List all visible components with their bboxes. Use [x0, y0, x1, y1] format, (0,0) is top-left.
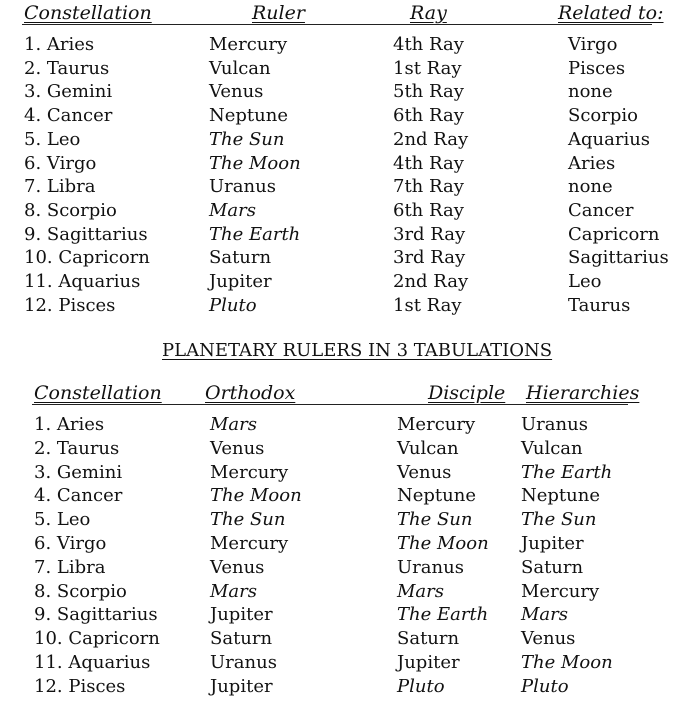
orthodox-cell: Jupiter: [210, 675, 273, 697]
hierarchies-cell: Saturn: [521, 556, 584, 578]
t2-header-orthodox: Orthodox: [205, 382, 296, 404]
ray-cell: 5th Ray: [393, 81, 464, 103]
constellation-cell: 8. Scorpio: [24, 199, 117, 221]
related-cell: Sagittarius: [568, 247, 669, 269]
t1-header-related: Related to:: [558, 2, 664, 24]
orthodox-cell: Mercury: [210, 533, 289, 554]
constellation-cell: 4. Cancer: [24, 105, 113, 127]
disciple-cell: Neptune: [397, 485, 476, 507]
related-cell: none: [568, 81, 613, 103]
constellation-cell: 12. Pisces: [34, 675, 126, 697]
related-cell: Aquarius: [568, 128, 651, 150]
related-cell: Scorpio: [568, 105, 638, 127]
constellation-cell: 11. Aquarius: [24, 271, 141, 292]
t2-header-constellation: Constellation: [34, 382, 162, 404]
t1-header-constellation: Constellation: [24, 2, 152, 24]
hierarchies-cell: Uranus: [521, 414, 588, 435]
orthodox-cell: Mars: [210, 580, 258, 602]
hierarchies-cell: The Earth: [521, 461, 613, 483]
ray-cell: 7th Ray: [393, 176, 464, 198]
t1-header-ruler: Ruler: [252, 2, 305, 24]
constellation-cell: 7. Libra: [34, 556, 106, 578]
orthodox-cell: Mercury: [210, 461, 289, 483]
disciple-cell: The Sun: [397, 509, 473, 531]
hierarchies-cell: Venus: [521, 628, 576, 650]
orthodox-cell: Uranus: [210, 652, 277, 673]
related-cell: Aries: [568, 152, 616, 174]
constellation-cell: 8. Scorpio: [34, 580, 127, 602]
ray-cell: 1st Ray: [393, 57, 462, 79]
ray-cell: 2nd Ray: [393, 271, 469, 292]
constellation-cell: 5. Leo: [24, 128, 81, 150]
disciple-cell: Saturn: [397, 628, 460, 650]
related-cell: Pisces: [568, 57, 626, 79]
disciple-cell: Vulcan: [397, 437, 459, 459]
orthodox-cell: Saturn: [210, 628, 273, 650]
disciple-cell: Venus: [397, 461, 452, 483]
ruler-cell: Mercury: [209, 34, 288, 55]
ruler-cell: The Sun: [209, 128, 285, 150]
disciple-cell: The Moon: [397, 533, 489, 554]
constellation-cell: 2. Taurus: [34, 437, 120, 459]
hierarchies-cell: Mercury: [521, 580, 600, 602]
constellation-cell: 5. Leo: [34, 509, 91, 531]
ray-cell: 6th Ray: [393, 199, 464, 221]
ruler-cell: Jupiter: [209, 271, 272, 292]
hierarchies-cell: The Moon: [521, 652, 613, 673]
constellation-cell: 10. Capricorn: [24, 247, 150, 269]
constellation-cell: 7. Libra: [24, 176, 96, 198]
ray-cell: 6th Ray: [393, 105, 464, 127]
ruler-cell: The Moon: [209, 152, 301, 174]
constellation-cell: 10. Capricorn: [34, 628, 160, 650]
disciple-cell: Pluto: [397, 675, 445, 697]
ruler-cell: Pluto: [209, 294, 257, 316]
constellation-cell: 9. Sagittarius: [34, 604, 158, 626]
section-title: PLANETARY RULERS IN 3 TABULATIONS: [162, 340, 553, 361]
ray-cell: 1st Ray: [393, 294, 462, 316]
ruler-cell: Neptune: [209, 105, 288, 127]
related-cell: none: [568, 176, 613, 198]
t1-header-ray: Ray: [410, 2, 447, 24]
constellation-cell: 9. Sagittarius: [24, 223, 148, 245]
ruler-cell: Vulcan: [209, 57, 271, 79]
t2-header-rule: [32, 404, 628, 405]
ruler-cell: Mars: [209, 199, 257, 221]
related-cell: Virgo: [568, 34, 618, 55]
constellation-cell: 1. Aries: [24, 34, 95, 55]
disciple-cell: Mars: [397, 580, 445, 602]
hierarchies-cell: Mars: [521, 604, 569, 626]
constellation-cell: 3. Gemini: [34, 461, 123, 483]
ruler-cell: The Earth: [209, 223, 301, 245]
constellation-cell: 11. Aquarius: [34, 652, 151, 673]
constellation-cell: 3. Gemini: [24, 81, 113, 103]
ray-cell: 3rd Ray: [393, 223, 466, 245]
orthodox-cell: Mars: [210, 414, 258, 435]
hierarchies-cell: Jupiter: [521, 533, 584, 554]
ray-cell: 2nd Ray: [393, 128, 469, 150]
ruler-cell: Uranus: [209, 176, 276, 198]
hierarchies-cell: Vulcan: [521, 437, 583, 459]
ray-cell: 4th Ray: [393, 34, 464, 55]
constellation-cell: 6. Virgo: [24, 152, 97, 174]
disciple-cell: The Earth: [397, 604, 489, 626]
hierarchies-cell: Pluto: [521, 675, 569, 697]
constellation-cell: 4. Cancer: [34, 485, 123, 507]
orthodox-cell: Venus: [210, 556, 265, 578]
disciple-cell: Mercury: [397, 414, 476, 435]
ruler-cell: Saturn: [209, 247, 272, 269]
hierarchies-cell: Neptune: [521, 485, 600, 507]
t2-header-hierarchies: Hierarchies: [526, 382, 640, 404]
t1-header-rule: [22, 24, 652, 25]
hierarchies-cell: The Sun: [521, 509, 597, 531]
orthodox-cell: The Sun: [210, 509, 286, 531]
disciple-cell: Jupiter: [397, 652, 460, 673]
ruler-cell: Venus: [209, 81, 264, 103]
constellation-cell: 12. Pisces: [24, 294, 116, 316]
related-cell: Capricorn: [568, 223, 660, 245]
t2-header-disciple: Disciple: [428, 382, 506, 404]
ray-cell: 4th Ray: [393, 152, 464, 174]
related-cell: Taurus: [568, 294, 631, 316]
constellation-cell: 2. Taurus: [24, 57, 110, 79]
ray-cell: 3rd Ray: [393, 247, 466, 269]
related-cell: Cancer: [568, 199, 634, 221]
orthodox-cell: Venus: [210, 437, 265, 459]
orthodox-cell: Jupiter: [210, 604, 273, 626]
constellation-cell: 6. Virgo: [34, 533, 107, 554]
related-cell: Leo: [568, 271, 602, 292]
constellation-cell: 1. Aries: [34, 414, 105, 435]
disciple-cell: Uranus: [397, 556, 464, 578]
orthodox-cell: The Moon: [210, 485, 302, 507]
